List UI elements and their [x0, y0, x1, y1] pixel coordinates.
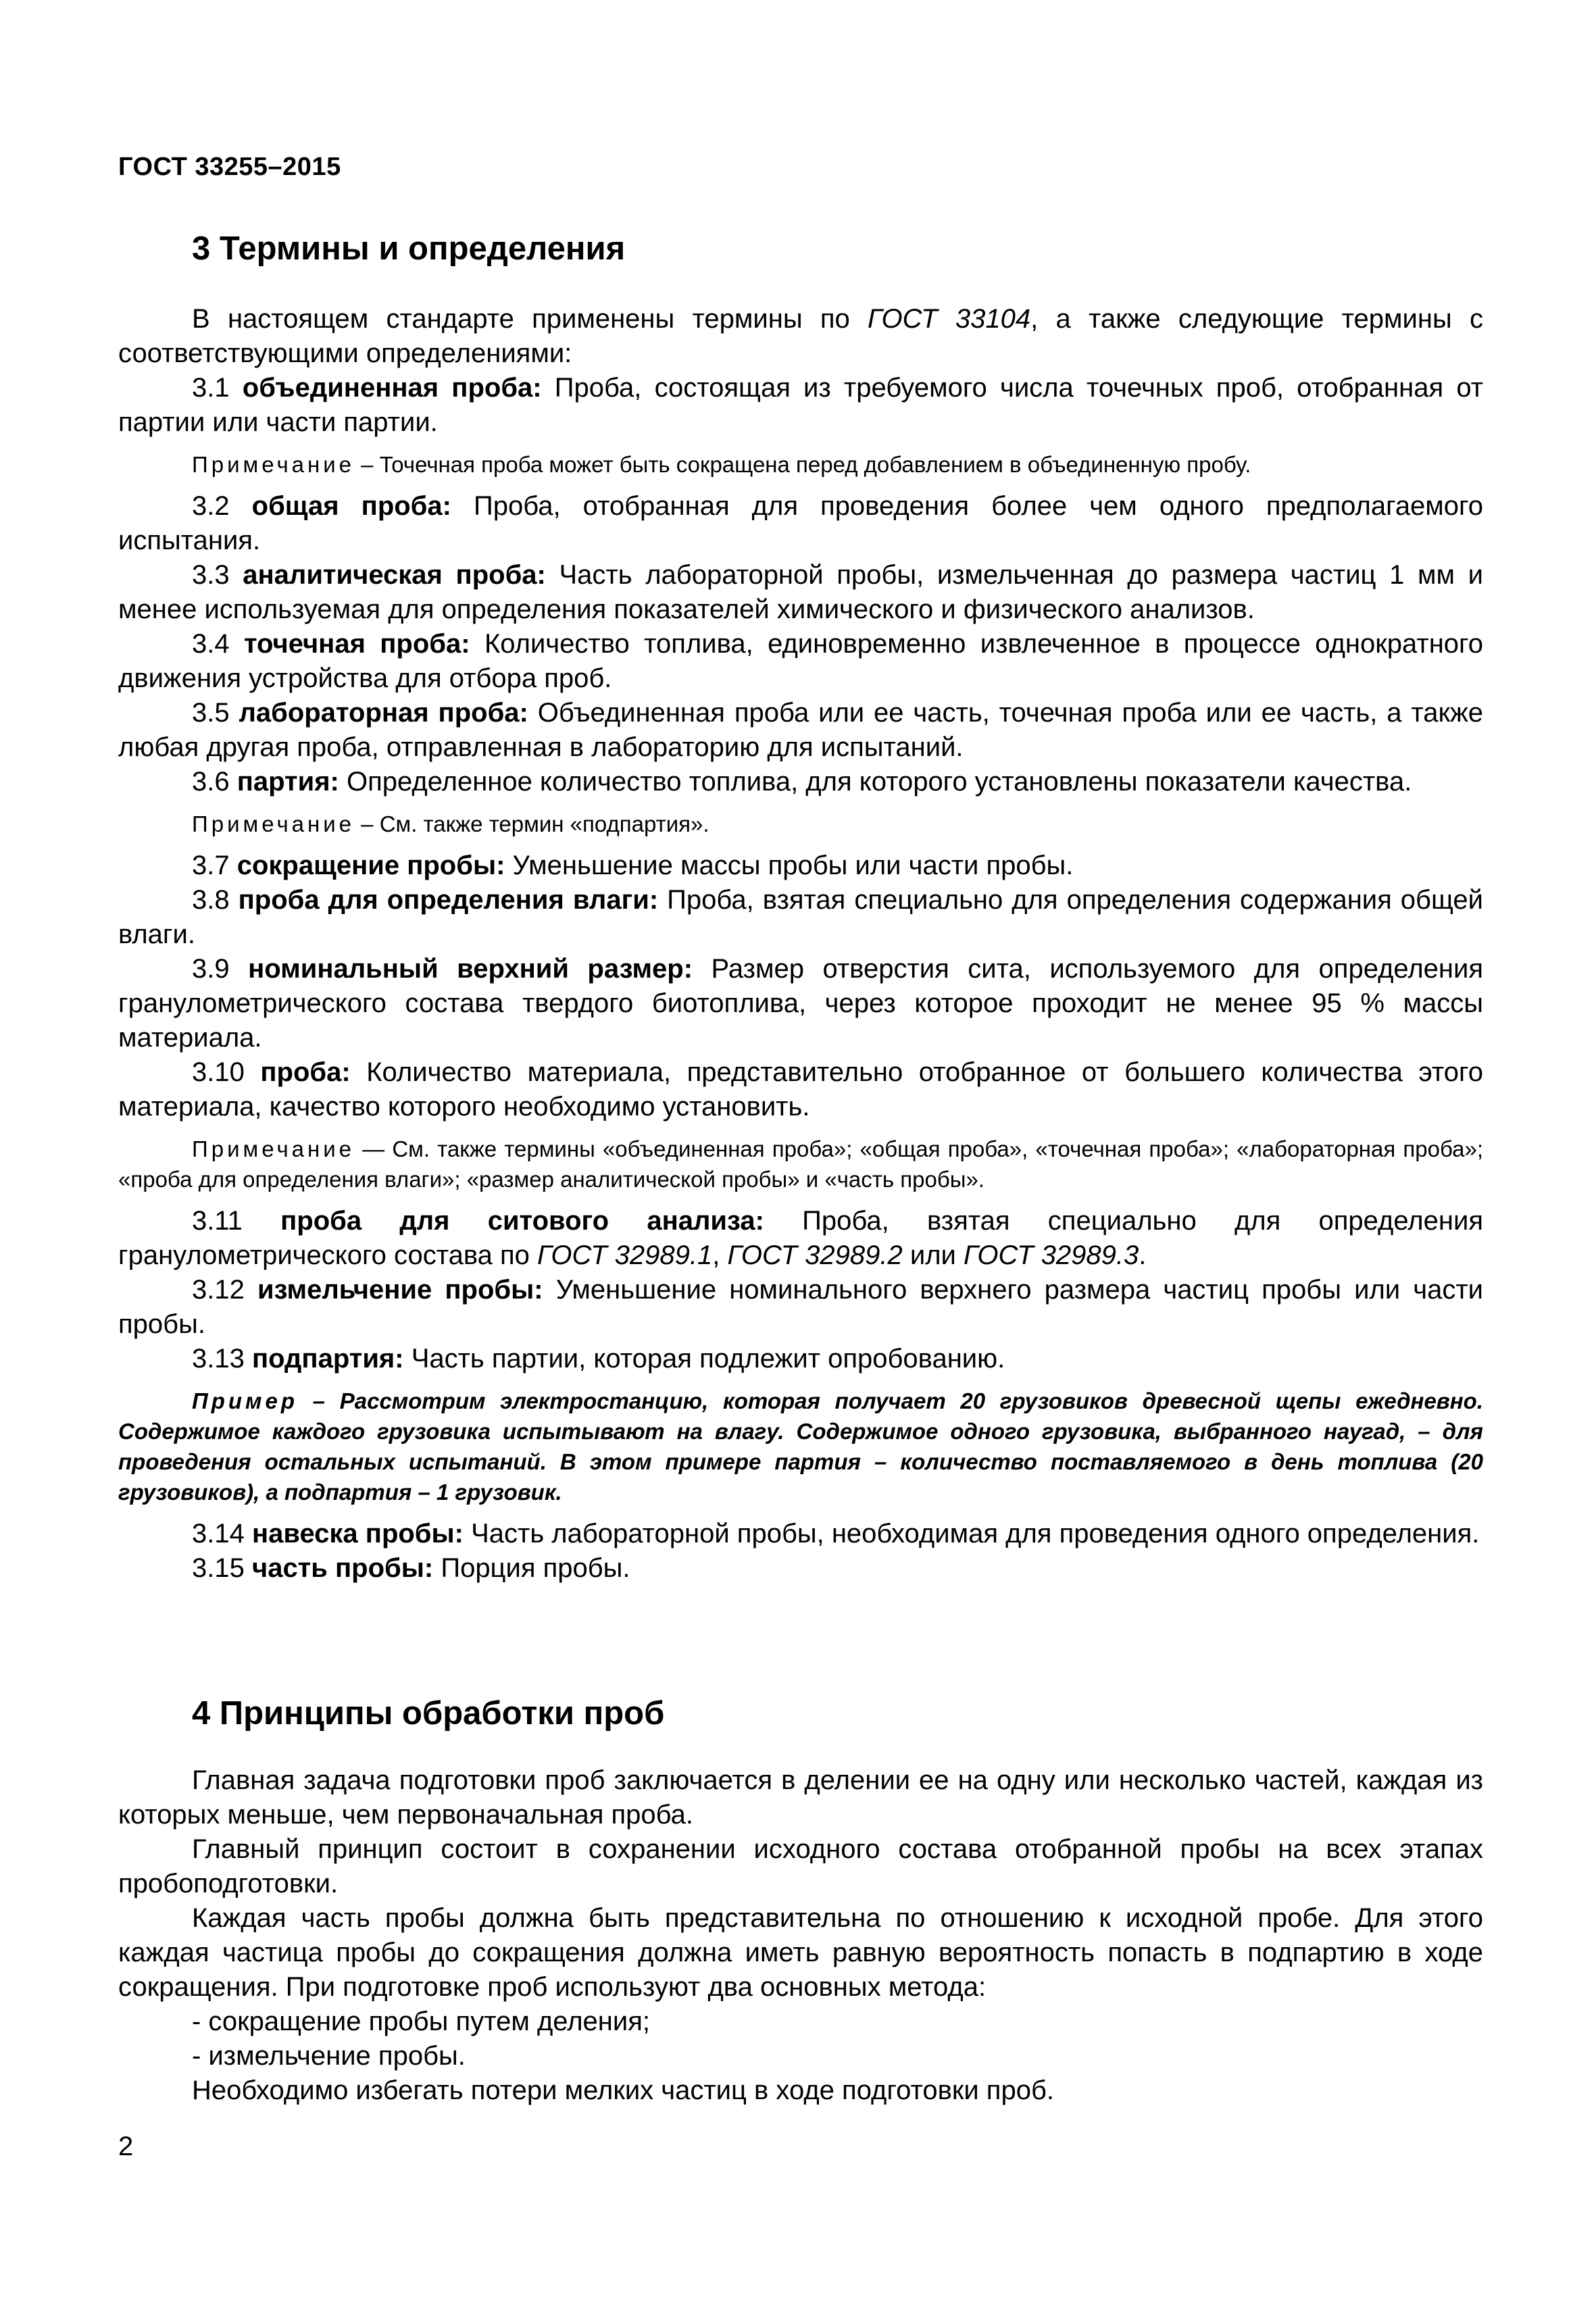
term-3-2: 3.2 общая проба: Проба, отобранная для проведения более чем одного предполагаемого испытания.	[118, 491, 1484, 555]
term-3-4: 3.4 точечная проба: Количество топлива, единовременно извлеченное в процессе однократного движения устройства для отбора проб.	[118, 629, 1483, 693]
term-3-11: 3.11 проба для ситового анализа: Проба, взятая специально для определения гранулометрического состава по ГОСТ 32989.1, ГОСТ 32989.2 или ГОСТ 32989.3.	[118, 1206, 1483, 1270]
term-3-3: 3.3 аналитическая проба: Часть лабораторной пробы, измельченная до размера частиц 1 мм и менее используемая для определения показателей химического и физического анализов.	[118, 560, 1483, 624]
example-note: Пример – Рассмотрим электростанцию, которая получает 20 грузовиков древесной щепы ежедневно. Содержимое каждого грузовика испытывают на влагу. Содержимое одного грузовика, выбранного наугад, – для проведения остальных испытаний. В этом примере партия – количество поставляемого в день топлива (20 грузовиков), а подпартия – 1 грузовик.	[118, 1388, 1483, 1505]
section-3-title: 3 Термины и определения	[192, 230, 626, 267]
note-1: Примечание – Точечная проба может быть сокращена перед добавлением в объединенную пробу.	[192, 452, 1251, 477]
term-3-14: 3.14 навеска пробы: Часть лабораторной пробы, необходимая для проведения одного определения.	[192, 1519, 1480, 1549]
term-3-1: 3.1 объединенная проба: Проба, состоящая из требуемого числа точечных проб, отобранная от партии или части партии.	[118, 373, 1484, 437]
term-3-10: 3.10 проба: Количество материала, представительно отобранное от большего количества этого материала, качество которого необходимо установить.	[118, 1057, 1483, 1122]
section-4-paragraph-4: Необходимо избегать потери мелких частиц в ходе подготовки проб.	[192, 2076, 1054, 2105]
document-code: ГОСТ 33255–2015	[118, 153, 341, 181]
term-3-13: 3.13 подпартия: Часть партии, которая подлежит опробованию.	[192, 1344, 1005, 1374]
section-4-paragraph-2: Главный принцип состоит в сохранении исходного состава отобранной пробы на всех этапах пробоподготовки.	[118, 1834, 1483, 1898]
note-2: Примечание – См. также термин «подпартия».	[192, 811, 709, 836]
standard-reference: ГОСТ 33104	[868, 304, 1031, 334]
list-item: - сокращение пробы путем деления;	[192, 2007, 650, 2036]
section-3-body	[118, 302, 1483, 1586]
term-3-6: 3.6 партия: Определенное количество топлива, для которого установлены показатели качества.	[192, 767, 1412, 797]
term-3-8: 3.8 проба для определения влаги: Проба, взятая специально для определения содержания общей влаги.	[118, 885, 1483, 949]
section-4-paragraph-1: Главная задача подготовки проб заключается в делении ее на одну или несколько частей, каждая из которых меньше, чем первоначальная проба.	[118, 1765, 1483, 1830]
section-4-paragraph-3: Каждая часть пробы должна быть представительна по отношению к исходной пробе. Для этого каждая частица пробы до сокращения должна иметь равную вероятность попасть в подпартию в ходе сокращения. При подготовке проб используют два основных метода:	[118, 1903, 1483, 2002]
page-number: 2	[118, 2132, 134, 2161]
section-4-body	[118, 1763, 1483, 2108]
term-3-5: 3.5 лабораторная проба: Объединенная проба или ее часть, точечная проба или ее часть, а также любая другая проба, отправленная в лабораторию для испытаний.	[118, 698, 1483, 762]
section-3-intro: В настоящем стандарте применены термины по ГОСТ 33104, а также следующие термины с соответствующими определениями:	[118, 304, 1483, 368]
list-item: - измельчение пробы.	[192, 2041, 466, 2071]
term-3-15: 3.15 часть пробы: Порция пробы.	[192, 1553, 630, 1583]
term-3-9: 3.9 номинальный верхний размер: Размер отверстия сита, используемого для определения гранулометрического состава твердого биотоплива, через которое проходит не менее 95 % массы материала.	[118, 954, 1484, 1053]
term-3-12: 3.12 измельчение пробы: Уменьшение номинального верхнего размера частиц пробы или части пробы.	[118, 1275, 1484, 1339]
section-4-title: 4 Принципы обработки проб	[192, 1695, 665, 1732]
term-3-7: 3.7 сокращение пробы: Уменьшение массы пробы или части пробы.	[192, 851, 1074, 880]
note-3: Примечание — См. также термины «объединенная проба»; «общая проба», «точечная проба»; «лабораторная проба»; «проба для определения влаги»; «размер аналитической пробы» и «часть пробы».	[118, 1136, 1483, 1192]
